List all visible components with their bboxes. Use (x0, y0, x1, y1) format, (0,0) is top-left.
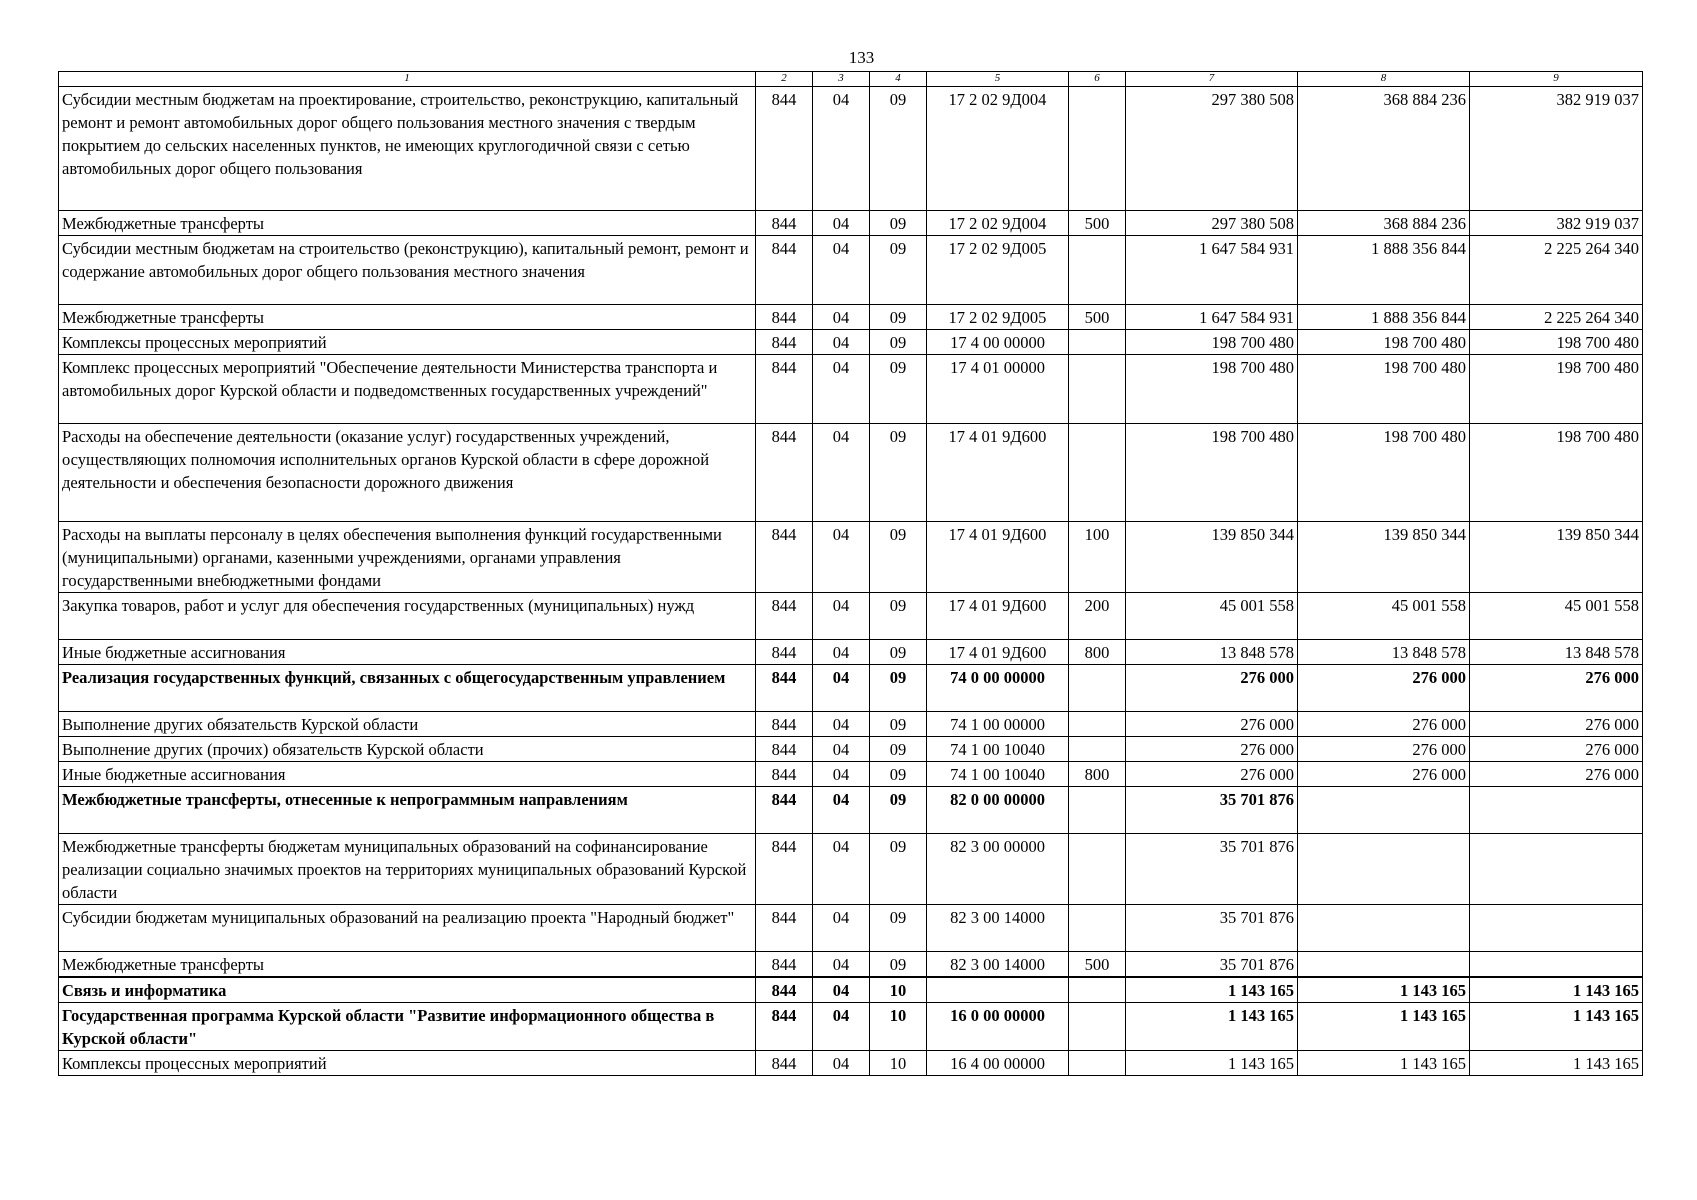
row-name: Расходы на выплаты персоналу в целях обеспечения выполнения функций государственными (муниципальными) органами, казенными учреждениями, органами управления государственными внебюджетными фондами (59, 522, 756, 593)
ministry-code: 844 (756, 977, 813, 1003)
amount-year-3: 382 919 037 (1470, 211, 1643, 236)
target-article-code: 16 0 00 00000 (927, 1003, 1069, 1051)
amount-year-2: 368 884 236 (1298, 87, 1470, 211)
target-article-code: 17 2 02 9Д004 (927, 211, 1069, 236)
amount-year-3: 276 000 (1470, 712, 1643, 737)
row-name: Межбюджетные трансферты бюджетам муниципальных образований на софинансирование реализации социально значимых проектов на территориях муниципальных образований Курской области (59, 834, 756, 905)
subsection-code: 09 (870, 522, 927, 593)
section-code: 04 (813, 1003, 870, 1051)
column-number: 7 (1126, 72, 1298, 87)
expense-type-code (1069, 977, 1126, 1003)
section-code: 04 (813, 305, 870, 330)
section-code: 04 (813, 787, 870, 834)
table-row (59, 1051, 1643, 1076)
target-article-code: 17 2 02 9Д005 (927, 236, 1069, 305)
target-article-code: 82 0 00 00000 (927, 787, 1069, 834)
amount-year-1: 198 700 480 (1126, 355, 1298, 424)
amount-year-3: 45 001 558 (1470, 593, 1643, 640)
amount-year-2: 198 700 480 (1298, 355, 1470, 424)
ministry-code: 844 (756, 1003, 813, 1051)
section-code: 04 (813, 640, 870, 665)
row-name: Субсидии бюджетам муниципальных образований на реализацию проекта "Народный бюджет" (59, 905, 756, 952)
amount-year-2: 1 143 165 (1298, 1003, 1470, 1051)
table-row (59, 787, 1643, 834)
target-article-code: 17 4 01 00000 (927, 355, 1069, 424)
row-name: Межбюджетные трансферты (59, 952, 756, 978)
target-article-code: 17 4 01 9Д600 (927, 522, 1069, 593)
amount-year-1: 35 701 876 (1126, 952, 1298, 978)
amount-year-2 (1298, 905, 1470, 952)
budget-table (58, 71, 1643, 1076)
amount-year-1: 276 000 (1126, 665, 1298, 712)
amount-year-2: 276 000 (1298, 665, 1470, 712)
amount-year-3: 198 700 480 (1470, 330, 1643, 355)
table-row (59, 305, 1643, 330)
expense-type-code (1069, 665, 1126, 712)
subsection-code: 09 (870, 211, 927, 236)
expense-type-code: 100 (1069, 522, 1126, 593)
subsection-code: 09 (870, 737, 927, 762)
table-row (59, 977, 1643, 1003)
expense-type-code (1069, 834, 1126, 905)
column-number: 2 (756, 72, 813, 87)
target-article-code: 17 2 02 9Д005 (927, 305, 1069, 330)
amount-year-3: 2 225 264 340 (1470, 305, 1643, 330)
subsection-code: 09 (870, 787, 927, 834)
amount-year-2: 276 000 (1298, 737, 1470, 762)
amount-year-3: 198 700 480 (1470, 424, 1643, 522)
expense-type-code: 500 (1069, 305, 1126, 330)
row-name: Закупка товаров, работ и услуг для обеспечения государственных (муниципальных) нужд (59, 593, 756, 640)
ministry-code: 844 (756, 640, 813, 665)
table-row (59, 834, 1643, 905)
column-number: 5 (927, 72, 1069, 87)
row-name: Иные бюджетные ассигнования (59, 762, 756, 787)
amount-year-2: 198 700 480 (1298, 424, 1470, 522)
ministry-code: 844 (756, 762, 813, 787)
target-article-code: 17 4 01 9Д600 (927, 593, 1069, 640)
amount-year-2: 276 000 (1298, 712, 1470, 737)
amount-year-2 (1298, 787, 1470, 834)
table-row (59, 236, 1643, 305)
subsection-code: 09 (870, 355, 927, 424)
column-number: 3 (813, 72, 870, 87)
section-code: 04 (813, 737, 870, 762)
amount-year-1: 45 001 558 (1126, 593, 1298, 640)
amount-year-2: 1 143 165 (1298, 977, 1470, 1003)
ministry-code: 844 (756, 305, 813, 330)
amount-year-1: 35 701 876 (1126, 905, 1298, 952)
table-row (59, 355, 1643, 424)
section-code: 04 (813, 355, 870, 424)
table-row (59, 593, 1643, 640)
amount-year-2 (1298, 834, 1470, 905)
section-code: 04 (813, 424, 870, 522)
ministry-code: 844 (756, 737, 813, 762)
table-row (59, 1003, 1643, 1051)
ministry-code: 844 (756, 665, 813, 712)
expense-type-code (1069, 1051, 1126, 1076)
expense-type-code: 800 (1069, 640, 1126, 665)
amount-year-1: 1 143 165 (1126, 1051, 1298, 1076)
table-row (59, 522, 1643, 593)
expense-type-code: 500 (1069, 211, 1126, 236)
amount-year-1: 1 143 165 (1126, 977, 1298, 1003)
amount-year-3: 1 143 165 (1470, 1003, 1643, 1051)
target-article-code: 17 4 00 00000 (927, 330, 1069, 355)
amount-year-3: 1 143 165 (1470, 1051, 1643, 1076)
section-code: 04 (813, 236, 870, 305)
amount-year-2: 1 888 356 844 (1298, 305, 1470, 330)
amount-year-2: 1 143 165 (1298, 1051, 1470, 1076)
amount-year-1: 13 848 578 (1126, 640, 1298, 665)
column-number: 8 (1298, 72, 1470, 87)
amount-year-2: 368 884 236 (1298, 211, 1470, 236)
column-number: 1 (59, 72, 756, 87)
row-name: Связь и информатика (59, 977, 756, 1003)
amount-year-1: 35 701 876 (1126, 787, 1298, 834)
subsection-code: 09 (870, 305, 927, 330)
amount-year-2: 13 848 578 (1298, 640, 1470, 665)
table-row (59, 712, 1643, 737)
ministry-code: 844 (756, 593, 813, 640)
row-name: Комплексы процессных мероприятий (59, 330, 756, 355)
row-name: Комплексы процессных мероприятий (59, 1051, 756, 1076)
amount-year-3 (1470, 787, 1643, 834)
column-number: 9 (1470, 72, 1643, 87)
expense-type-code (1069, 737, 1126, 762)
amount-year-3: 276 000 (1470, 665, 1643, 712)
amount-year-2: 198 700 480 (1298, 330, 1470, 355)
target-article-code: 74 1 00 00000 (927, 712, 1069, 737)
section-code: 04 (813, 665, 870, 712)
section-code: 04 (813, 712, 870, 737)
amount-year-3: 2 225 264 340 (1470, 236, 1643, 305)
section-code: 04 (813, 211, 870, 236)
table-row (59, 424, 1643, 522)
subsection-code: 10 (870, 1051, 927, 1076)
subsection-code: 09 (870, 330, 927, 355)
amount-year-1: 1 647 584 931 (1126, 305, 1298, 330)
expense-type-code: 500 (1069, 952, 1126, 978)
amount-year-2: 139 850 344 (1298, 522, 1470, 593)
subsection-code: 10 (870, 977, 927, 1003)
amount-year-1: 297 380 508 (1126, 87, 1298, 211)
target-article-code: 74 1 00 10040 (927, 737, 1069, 762)
subsection-code: 09 (870, 424, 927, 522)
subsection-code: 09 (870, 905, 927, 952)
column-number-header-row (59, 72, 1643, 87)
amount-year-1: 198 700 480 (1126, 330, 1298, 355)
section-code: 04 (813, 522, 870, 593)
table-row (59, 211, 1643, 236)
expense-type-code (1069, 236, 1126, 305)
amount-year-2: 1 888 356 844 (1298, 236, 1470, 305)
target-article-code: 17 4 01 9Д600 (927, 640, 1069, 665)
row-name: Межбюджетные трансферты (59, 211, 756, 236)
row-name: Выполнение других обязательств Курской области (59, 712, 756, 737)
expense-type-code: 800 (1069, 762, 1126, 787)
target-article-code: 16 4 00 00000 (927, 1051, 1069, 1076)
row-name: Расходы на обеспечение деятельности (оказание услуг) государственных учреждений, осуществляющих полномочия исполнительных органов Курской области в сфере дорожной деятельности и обеспечения безопасности дорожного движения (59, 424, 756, 522)
expense-type-code (1069, 787, 1126, 834)
row-name: Комплекс процессных мероприятий "Обеспечение деятельности Министерства транспорта и автомобильных дорог Курской области и подведомственных государственных учреждений" (59, 355, 756, 424)
ministry-code: 844 (756, 330, 813, 355)
section-code: 04 (813, 905, 870, 952)
amount-year-3: 139 850 344 (1470, 522, 1643, 593)
amount-year-3: 1 143 165 (1470, 977, 1643, 1003)
ministry-code: 844 (756, 522, 813, 593)
ministry-code: 844 (756, 905, 813, 952)
table-row (59, 87, 1643, 211)
expense-type-code (1069, 355, 1126, 424)
amount-year-1: 276 000 (1126, 762, 1298, 787)
amount-year-2: 276 000 (1298, 762, 1470, 787)
column-number: 4 (870, 72, 927, 87)
expense-type-code: 200 (1069, 593, 1126, 640)
ministry-code: 844 (756, 424, 813, 522)
expense-type-code (1069, 330, 1126, 355)
amount-year-3: 13 848 578 (1470, 640, 1643, 665)
amount-year-3: 198 700 480 (1470, 355, 1643, 424)
subsection-code: 09 (870, 593, 927, 640)
row-name: Субсидии местным бюджетам на строительство (реконструкцию), капитальный ремонт, ремонт и содержание автомобильных дорог общего пользования местного значения (59, 236, 756, 305)
amount-year-1: 198 700 480 (1126, 424, 1298, 522)
row-name: Субсидии местным бюджетам на проектирование, строительство, реконструкцию, капитальный ремонт и ремонт автомобильных дорог общего пользования местного значения с твердым покрытием до сельских населенных пунктов, не имеющих круглогодичной связи с сетью автомобильных дорог общего пользования (59, 87, 756, 211)
amount-year-2 (1298, 952, 1470, 978)
subsection-code: 10 (870, 1003, 927, 1051)
expense-type-code (1069, 424, 1126, 522)
ministry-code: 844 (756, 211, 813, 236)
page-number: 133 (848, 48, 875, 67)
ministry-code: 844 (756, 834, 813, 905)
amount-year-2: 45 001 558 (1298, 593, 1470, 640)
ministry-code: 844 (756, 87, 813, 211)
section-code: 04 (813, 87, 870, 211)
section-code: 04 (813, 330, 870, 355)
amount-year-1: 1 647 584 931 (1126, 236, 1298, 305)
amount-year-3 (1470, 905, 1643, 952)
column-number: 6 (1069, 72, 1126, 87)
table-row (59, 665, 1643, 712)
subsection-code: 09 (870, 87, 927, 211)
expense-type-code (1069, 1003, 1126, 1051)
expense-type-code (1069, 905, 1126, 952)
target-article-code: 82 3 00 14000 (927, 952, 1069, 978)
table-row (59, 330, 1643, 355)
row-name: Выполнение других (прочих) обязательств Курской области (59, 737, 756, 762)
table-row (59, 762, 1643, 787)
subsection-code: 09 (870, 236, 927, 305)
target-article-code (927, 977, 1069, 1003)
row-name: Реализация государственных функций, связанных с общегосударственным управлением (59, 665, 756, 712)
amount-year-1: 35 701 876 (1126, 834, 1298, 905)
subsection-code: 09 (870, 952, 927, 978)
target-article-code: 74 0 00 00000 (927, 665, 1069, 712)
amount-year-1: 1 143 165 (1126, 1003, 1298, 1051)
row-name: Межбюджетные трансферты, отнесенные к непрограммным направлениям (59, 787, 756, 834)
subsection-code: 09 (870, 762, 927, 787)
table-row (59, 737, 1643, 762)
table-row (59, 952, 1643, 978)
ministry-code: 844 (756, 787, 813, 834)
ministry-code: 844 (756, 1051, 813, 1076)
amount-year-1: 276 000 (1126, 712, 1298, 737)
row-name: Государственная программа Курской области "Развитие информационного общества в Курской области" (59, 1003, 756, 1051)
section-code: 04 (813, 1051, 870, 1076)
ministry-code: 844 (756, 355, 813, 424)
amount-year-3 (1470, 834, 1643, 905)
expense-type-code (1069, 712, 1126, 737)
subsection-code: 09 (870, 665, 927, 712)
section-code: 04 (813, 762, 870, 787)
target-article-code: 17 4 01 9Д600 (927, 424, 1069, 522)
target-article-code: 17 2 02 9Д004 (927, 87, 1069, 211)
row-name: Межбюджетные трансферты (59, 305, 756, 330)
amount-year-1: 297 380 508 (1126, 211, 1298, 236)
section-code: 04 (813, 834, 870, 905)
ministry-code: 844 (756, 236, 813, 305)
amount-year-3: 276 000 (1470, 737, 1643, 762)
section-code: 04 (813, 977, 870, 1003)
ministry-code: 844 (756, 712, 813, 737)
amount-year-1: 276 000 (1126, 737, 1298, 762)
amount-year-3 (1470, 952, 1643, 978)
subsection-code: 09 (870, 640, 927, 665)
table-row (59, 905, 1643, 952)
ministry-code: 844 (756, 952, 813, 978)
target-article-code: 82 3 00 14000 (927, 905, 1069, 952)
target-article-code: 82 3 00 00000 (927, 834, 1069, 905)
row-name: Иные бюджетные ассигнования (59, 640, 756, 665)
target-article-code: 74 1 00 10040 (927, 762, 1069, 787)
expense-type-code (1069, 87, 1126, 211)
section-code: 04 (813, 952, 870, 978)
subsection-code: 09 (870, 834, 927, 905)
amount-year-3: 382 919 037 (1470, 87, 1643, 211)
amount-year-3: 276 000 (1470, 762, 1643, 787)
amount-year-1: 139 850 344 (1126, 522, 1298, 593)
subsection-code: 09 (870, 712, 927, 737)
section-code: 04 (813, 593, 870, 640)
table-row (59, 640, 1643, 665)
